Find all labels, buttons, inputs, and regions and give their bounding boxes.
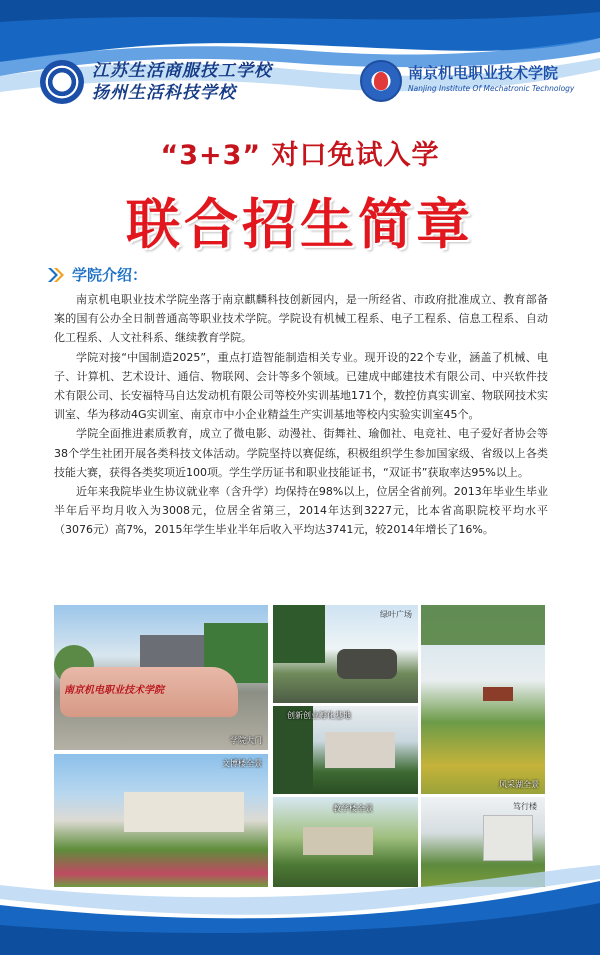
intro-paragraph: 南京机电职业技术学院坐落于南京麒麟科技创新园内，是一所经省、市政府批准成立、教育部备案的国有公办全日制普通高等职业技术学院。学院设有机械工程系、电子工程系、信息工程系、自动化工程系、人文社科系、继续教育学院。 xyxy=(54,293,548,345)
section-title: 学院介绍： xyxy=(72,266,148,284)
partner-school-names xyxy=(92,60,272,104)
jiangsu-school-logo xyxy=(40,60,84,104)
photo-label: 风采湖全景 xyxy=(499,780,539,789)
header-decoration xyxy=(0,0,600,120)
poster-title: 联合招生简章 xyxy=(126,193,474,256)
photo-label: 教学楼全景 xyxy=(333,804,373,813)
school-left-line2: 扬州生活科技学校 xyxy=(92,83,236,103)
photo-label: 学院大门 xyxy=(230,736,262,745)
intro-paragraph: 学院全面推进素质教育，成立了微电影、动漫社、街舞社、瑜伽社、电竞社、电子爱好者协会等38个学生社团开展各类科技文体活动。学院坚持以赛促练，积极组织学生参加国家级、省级以上各类技能大赛，获得各类奖项近100项。学生学历证书和职业技能证书，“双证书”获取率达95%以上。 xyxy=(54,427,548,479)
photo-label: 笃行楼 xyxy=(513,802,537,811)
double-chevron-icon xyxy=(46,265,66,285)
intro-paragraph: 近年来我院毕业生协议就业率（含升学）均保持在98%以上，位居全省前列。2013年毕业生毕业半年后平均月收入为3008元，位居全省第三，2014年达到3227元，比本省高职院校平均水平（3076元）高7%，2015年学生毕业半年后收入平均达3741元，较2014年增长了16%。 xyxy=(54,485,548,537)
photo-gate xyxy=(54,605,268,750)
photo-label: 创新创业孵化基地 xyxy=(287,711,351,720)
section-header xyxy=(46,264,147,285)
photo-label: 文博楼全景 xyxy=(222,759,262,768)
poster-subtitle: “3+3” 对口免试入学 xyxy=(160,140,440,171)
school-right-en: Nanjing Institute Of Mechatronic Technology xyxy=(408,84,575,93)
photo-chuangxin xyxy=(273,706,418,794)
intro-text xyxy=(54,290,548,540)
gate-stone-text: 南京机电职业技术学院 xyxy=(64,685,164,696)
nanjing-institute-logo xyxy=(360,60,402,102)
school-right-cn: 南京机电职业技术学院 xyxy=(408,64,559,82)
photo-lvye-square xyxy=(273,605,418,703)
footer-decoration xyxy=(0,865,600,955)
photo-label: 绿叶广场 xyxy=(380,610,412,619)
intro-paragraph: 学院对接“中国制造2025”，重点打造智能制造相关专业。现开设的22个专业，涵盖了机械、电子、计算机、艺术设计、通信、物联网、会计等多个领域。已建成中邮建技术有限公司、中兴软件技术有限公司、长安福特马自达发动机有限公司等校外实训基地171个，数控仿真实训室、物联网技术实训室、华为移动4G实训室、南京市中小企业精益生产实训基地等校内实验实训室45个。 xyxy=(54,350,548,422)
photo-lake xyxy=(421,605,545,794)
school-left-line1: 江苏生活商服技工学校 xyxy=(92,61,272,81)
